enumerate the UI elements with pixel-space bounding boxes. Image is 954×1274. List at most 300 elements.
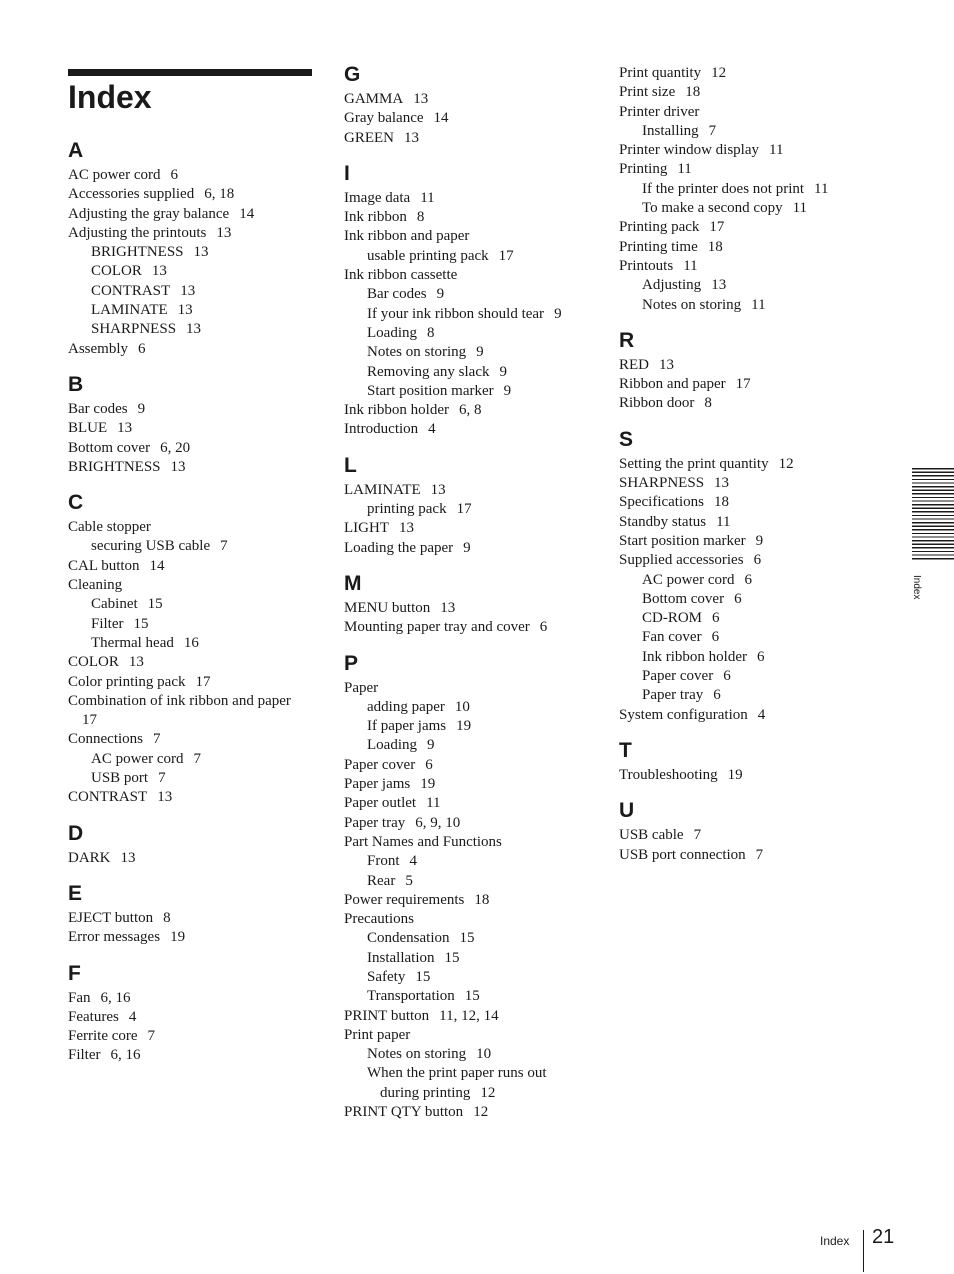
entry-term: Front (367, 853, 400, 870)
index-entry (344, 1026, 614, 1045)
index-entry (344, 599, 614, 618)
entry-term: SHARPNESS (619, 475, 705, 492)
entry-pages: 8 (163, 909, 171, 926)
index-entry (619, 356, 889, 375)
index-entry (344, 872, 614, 891)
entry-term: Cleaning (68, 577, 123, 594)
entry-term: Color printing pack (68, 673, 186, 690)
entry-pages: 17 (709, 219, 725, 236)
index-entry (344, 363, 614, 382)
entry-pages: 16 (183, 634, 199, 651)
entry-pages: 6 (425, 756, 433, 773)
index-entry (619, 826, 889, 845)
entry-term: Connections (68, 731, 143, 748)
index-entry (68, 400, 338, 419)
index-entry (619, 513, 889, 532)
index-entry (344, 698, 614, 717)
index-entry (344, 266, 614, 285)
index-entry (68, 166, 338, 185)
entry-term: Adjusting (642, 277, 702, 294)
entry-pages: 7 (147, 1028, 156, 1045)
entry-term: 17 (82, 712, 97, 729)
entry-term: Error messages (68, 929, 161, 946)
entry-term: Printer driver (619, 103, 700, 120)
index-entry (344, 756, 614, 775)
entry-pages: 8 (427, 324, 435, 341)
index-entry (68, 849, 338, 868)
index-entry (68, 653, 338, 672)
section-letter: D (68, 821, 84, 845)
entry-term: GREEN (344, 129, 394, 146)
entry-pages: 7 (693, 827, 702, 844)
entry-term: USB port connection (619, 846, 746, 863)
entry-pages: 9 (427, 737, 435, 754)
entry-term: If your ink ribbon should tear (367, 305, 545, 322)
index-entry (344, 949, 614, 968)
index-entry (619, 103, 889, 122)
entry-term: Precautions (344, 911, 414, 928)
index-entry (619, 766, 889, 785)
index-entry (68, 340, 338, 359)
index-entry (344, 910, 614, 929)
section-letter: M (344, 571, 362, 595)
entry-term: Ink ribbon (344, 209, 407, 226)
entry-term: Paper cover (642, 668, 714, 685)
index-entry (619, 474, 889, 493)
entry-term: Setting the print quantity (619, 455, 769, 472)
index-entry (68, 673, 338, 692)
index-entry (619, 628, 889, 647)
index-entry (68, 439, 338, 458)
index-entry (619, 276, 889, 295)
entry-pages: 13 (157, 789, 173, 806)
index-entry (344, 852, 614, 871)
entry-term: AC power cord (68, 167, 161, 183)
entry-pages: 6 (756, 648, 765, 665)
index-entry (619, 394, 889, 413)
entry-term: Loading (367, 324, 417, 341)
index-entry (344, 929, 614, 948)
index-entry (68, 928, 338, 947)
entry-pages: 15 (133, 615, 149, 632)
index-entry (619, 590, 889, 609)
index-entry (344, 891, 614, 910)
entry-pages: 11 (420, 189, 435, 206)
entry-pages: 17 (498, 247, 514, 264)
index-entry (344, 247, 614, 266)
index-entry (619, 160, 889, 179)
index-entry (344, 1045, 614, 1064)
entry-pages: 18 (474, 891, 490, 908)
entry-term: Ferrite core (68, 1028, 138, 1045)
entry-term: Cable stopper (68, 519, 151, 536)
title-rule (68, 69, 312, 76)
index-entry (68, 615, 338, 634)
index-entry (344, 481, 614, 500)
entry-term: Adjusting the gray balance (68, 205, 230, 222)
entry-pages: 19 (727, 766, 743, 783)
index-entry (344, 736, 614, 755)
index-section (619, 427, 889, 725)
section-letter: A (68, 139, 84, 162)
entry-pages: 13 (170, 458, 186, 475)
index-entry (619, 375, 889, 394)
entry-pages: 12 (711, 65, 727, 81)
index-entry (68, 243, 338, 262)
entry-term: Printer window display (619, 142, 759, 159)
index-entry (344, 189, 614, 208)
index-section (344, 571, 614, 638)
index-entry (344, 519, 614, 538)
entry-term: COLOR (91, 263, 142, 280)
entry-pages: 17 (195, 673, 211, 690)
section-tab-marker (912, 468, 954, 560)
entry-pages: 4 (428, 421, 436, 438)
entry-pages: 11 (792, 200, 808, 217)
entry-pages: 15 (459, 930, 475, 947)
index-section (619, 64, 889, 315)
entry-term: Troubleshooting (619, 766, 718, 783)
entry-term: Paper tray (344, 814, 406, 831)
entry-pages: 9 (499, 363, 507, 380)
entry-pages: 13 (180, 282, 196, 299)
entry-term: CAL button (68, 557, 140, 574)
entry-pages: 13 (430, 481, 446, 498)
entry-term: Loading (367, 737, 417, 754)
entry-term: Specifications (619, 494, 704, 511)
entry-term: LAMINATE (344, 481, 421, 498)
index-entry (68, 518, 338, 537)
index-entry (619, 667, 889, 686)
index-entry (344, 401, 614, 420)
index-entry (344, 794, 614, 813)
entry-term: Print size (619, 84, 676, 101)
entry-pages: 7 (153, 731, 161, 748)
entry-pages: 11 (814, 180, 829, 197)
index-entry (619, 493, 889, 512)
entry-term: PRINT button (344, 1007, 430, 1024)
entry-pages: 6 (744, 571, 752, 588)
entry-term: BLUE (68, 420, 108, 437)
entry-term: Adjusting the printouts (68, 224, 207, 241)
entry-term: Notes on storing (367, 1046, 467, 1063)
entry-term: System configuration (619, 706, 748, 723)
index-entry (68, 750, 338, 769)
index-entry (68, 224, 338, 243)
index-entry (68, 1008, 338, 1027)
index-entry (344, 1064, 614, 1083)
index-entry (68, 711, 338, 730)
index-section (344, 453, 614, 558)
entry-term: usable printing pack (367, 247, 489, 264)
entry-pages: 6 (170, 167, 178, 183)
index-entry (68, 634, 338, 653)
entry-pages: 6, 20 (160, 439, 191, 456)
entry-pages: 13 (413, 91, 429, 107)
entry-pages: 6, 16 (110, 1047, 141, 1064)
entry-pages: 6, 9, 10 (415, 814, 461, 831)
index-entry (344, 679, 614, 698)
index-section (344, 651, 614, 1123)
entry-term: AC power cord (642, 571, 735, 588)
entry-term: Image data (344, 189, 411, 206)
entry-term: BRIGHTNESS (68, 458, 161, 475)
entry-pages: 6 (138, 340, 146, 357)
entry-term: Supplied accessories (619, 552, 744, 569)
index-entry (619, 141, 889, 160)
index-entry (619, 846, 889, 865)
entry-pages: 17 (735, 376, 751, 393)
entry-term: Bar codes (68, 400, 128, 417)
index-entry (68, 909, 338, 928)
index-entry (68, 282, 338, 301)
entry-pages: 9 (436, 286, 445, 303)
entry-pages: 14 (239, 205, 255, 222)
entry-pages: 6, 16 (100, 989, 131, 1006)
entry-pages: 7 (708, 122, 717, 139)
entry-term: Cabinet (91, 596, 138, 613)
entry-pages: 14 (149, 557, 165, 574)
index-entry (344, 324, 614, 343)
entry-pages: 6, 18 (204, 186, 235, 203)
entry-term: Start position marker (619, 532, 746, 549)
entry-term: Fan cover (642, 629, 702, 646)
entry-pages: 7 (158, 770, 166, 787)
entry-pages: 9 (554, 305, 562, 322)
entry-pages: 14 (433, 110, 449, 127)
entry-pages: 11 (683, 257, 698, 274)
entry-term: USB cable (619, 827, 684, 844)
page-title: Index (68, 79, 152, 115)
index-entry (344, 814, 614, 833)
entry-term: Ribbon door (619, 395, 695, 412)
index-entry (344, 968, 614, 987)
index-entry (619, 551, 889, 570)
index-entry (619, 238, 889, 257)
entry-pages: 13 (120, 849, 136, 866)
entry-pages: 9 (755, 532, 764, 549)
entry-pages: 6 (713, 687, 721, 704)
entry-pages: 4 (128, 1008, 137, 1025)
index-entry (344, 382, 614, 401)
index-entry (344, 227, 614, 246)
index-entry (619, 64, 889, 83)
entry-term: Print paper (344, 1026, 411, 1043)
entry-pages: 13 (177, 302, 193, 319)
entry-pages: 12 (778, 455, 794, 472)
entry-pages: 13 (117, 420, 133, 437)
index-entry (619, 571, 889, 590)
entry-pages: 7 (220, 538, 228, 555)
entry-term: COLOR (68, 654, 119, 671)
index-entry (619, 296, 889, 315)
index-entry (68, 692, 338, 711)
entry-term: If the printer does not print (642, 180, 805, 197)
index-entry (68, 185, 338, 204)
index-entry (344, 285, 614, 304)
entry-term: Paper (344, 679, 379, 696)
index-column-2 (344, 62, 614, 1135)
entry-term: If paper jams (367, 718, 447, 735)
entry-term: securing USB cable (91, 538, 211, 555)
index-entry (344, 109, 614, 128)
entry-term: Paper tray (642, 687, 704, 704)
entry-term: LAMINATE (91, 302, 168, 319)
entry-term: Notes on storing (367, 344, 467, 361)
index-entry (344, 1103, 614, 1122)
index-section (68, 372, 338, 477)
entry-pages: 13 (193, 244, 209, 261)
entry-term: DARK (68, 849, 111, 866)
index-entry (619, 199, 889, 218)
section-letter: E (68, 881, 83, 905)
entry-pages: 9 (476, 344, 484, 361)
entry-pages: 4 (757, 706, 766, 723)
entry-term: Paper jams (344, 776, 411, 793)
entry-term: Filter (91, 615, 124, 632)
entry-term: RED (619, 356, 649, 373)
entry-term: SHARPNESS (91, 321, 177, 338)
entry-term: To make a second copy (642, 200, 783, 217)
entry-term: Removing any slack (367, 363, 490, 380)
entry-term: Ink ribbon cassette (344, 267, 458, 284)
index-entry (619, 706, 889, 725)
entry-term: Combination of ink ribbon and paper (68, 692, 291, 709)
entry-pages: 11 (769, 142, 784, 159)
entry-term: Accessories supplied (68, 186, 195, 203)
index-section (344, 62, 614, 148)
page-number: 21 (872, 1226, 895, 1248)
entry-term: Fan (68, 989, 91, 1006)
section-letter: F (68, 961, 81, 985)
entry-term: Filter (68, 1047, 101, 1064)
index-entry (344, 90, 614, 109)
index-entry (619, 455, 889, 474)
section-letter: L (344, 453, 357, 477)
index-entry (344, 833, 614, 852)
entry-term: AC power cord (91, 750, 184, 767)
entry-term: Safety (367, 968, 406, 985)
index-entry (344, 420, 614, 439)
index-column-1 (68, 138, 338, 1079)
entry-pages: 17 (456, 501, 472, 518)
entry-pages: 12 (480, 1084, 496, 1101)
entry-pages: 19 (170, 929, 186, 946)
index-entry (344, 129, 614, 148)
entry-term: Ink ribbon and paper (344, 228, 470, 245)
index-entry (68, 301, 338, 320)
entry-term: EJECT button (68, 909, 154, 926)
entry-term: Ink ribbon holder (642, 648, 747, 665)
entry-pages: 13 (714, 475, 730, 492)
entry-term: Printing pack (619, 219, 700, 236)
index-section (68, 490, 338, 807)
entry-pages: 6 (753, 552, 762, 569)
entry-pages: 6 (711, 629, 720, 646)
entry-pages: 13 (151, 263, 167, 280)
entry-pages: 13 (659, 356, 674, 373)
entry-term: Bottom cover (68, 439, 151, 456)
entry-pages: 6 (734, 590, 742, 607)
entry-term: Installation (367, 949, 435, 966)
entry-pages: 5 (405, 872, 413, 889)
index-entry (68, 769, 338, 788)
entry-pages: 15 (147, 596, 163, 613)
entry-pages: 15 (444, 949, 460, 966)
section-letter: P (344, 651, 359, 675)
entry-pages: 13 (711, 277, 727, 294)
index-entry (68, 576, 338, 595)
index-entry (344, 343, 614, 362)
entry-pages: 6 (539, 619, 548, 636)
entry-pages: 13 (440, 599, 456, 616)
index-entry (344, 717, 614, 736)
index-section (68, 961, 338, 1066)
index-entry (68, 989, 338, 1008)
index-entry (68, 1046, 338, 1065)
entry-pages: 19 (456, 718, 472, 735)
entry-pages: 8 (416, 209, 425, 226)
section-letter: G (344, 63, 361, 86)
entry-pages: 18 (685, 84, 701, 101)
entry-term: Start position marker (367, 382, 494, 399)
entry-term: LIGHT (344, 520, 389, 537)
index-entry (68, 788, 338, 807)
entry-term: Print quantity (619, 65, 702, 81)
entry-pages: 13 (399, 520, 414, 537)
index-entry (68, 458, 338, 477)
index-entry (344, 539, 614, 558)
index-entry (68, 537, 338, 556)
index-section (68, 881, 338, 948)
entry-term: Standby status (619, 513, 707, 530)
index-entry (68, 557, 338, 576)
entry-term: Features (68, 1008, 119, 1025)
index-section (619, 738, 889, 785)
index-entry (619, 180, 889, 199)
entry-term: Paper outlet (344, 795, 417, 812)
index-section (68, 138, 338, 359)
entry-pages: 13 (186, 321, 202, 338)
entry-term: Part Names and Functions (344, 833, 502, 850)
index-entry (619, 609, 889, 628)
entry-term: BRIGHTNESS (91, 244, 184, 261)
entry-pages: 9 (503, 382, 512, 399)
entry-pages: 18 (707, 238, 723, 255)
entry-pages: 18 (713, 494, 729, 511)
entry-pages: 7 (755, 846, 764, 863)
section-letter: T (619, 738, 632, 762)
entry-pages: 7 (193, 750, 201, 767)
entry-pages: 15 (415, 968, 431, 985)
entry-term: Thermal head (91, 634, 174, 651)
index-entry (344, 987, 614, 1006)
index-entry (619, 83, 889, 102)
entry-term: Ink ribbon holder (344, 402, 449, 419)
index-entry (68, 419, 338, 438)
index-column-3 (619, 64, 889, 878)
index-entry (619, 257, 889, 276)
entry-pages: 8 (704, 395, 712, 412)
section-tab-label: Index (911, 575, 922, 600)
entry-term: Paper cover (344, 756, 416, 773)
entry-pages: 4 (409, 853, 418, 870)
section-letter: S (619, 427, 634, 451)
index-entry (344, 775, 614, 794)
section-letter: C (68, 491, 84, 515)
index-entry (619, 686, 889, 705)
entry-term: USB port (91, 770, 149, 787)
